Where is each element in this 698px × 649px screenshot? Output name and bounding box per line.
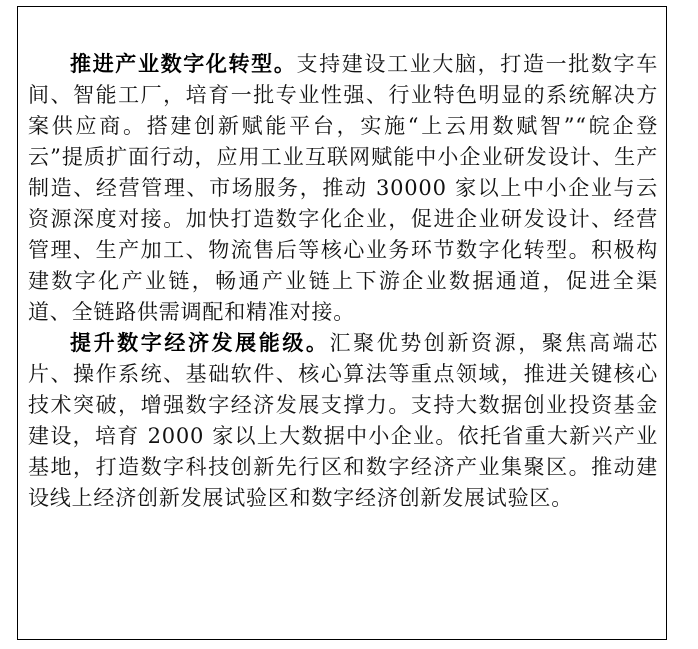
paragraph-industry-digitalization (28, 49, 658, 328)
paragraph-text: 支持建设工业大脑，打造一批数字车间、智能工厂，培育一批专业性强、行业特色明显的系统解决方案供应商。搭建创新赋能平台，实施“上云用数赋智”“皖企登云”提质扩面行动，应用工业互联网赋能中小企业研发设计、生产制造、经营管理、市场服务，推动 30000 家以上中小企业与云资源深度对接。加快打造数字化企业，促进企业研发设计、经营管理、生产加工、物流售后等核心业务环节数字化转型。积极构建数字化产业链，畅通产业链上下游企业数据通道，促进全渠道、全链路供需调配和精准对接。 (28, 52, 658, 324)
paragraph-digital-economy-level (28, 328, 658, 514)
paragraph-heading: 提升数字经济发展能级。 (70, 331, 330, 355)
paragraph-text: 汇聚优势创新资源，聚焦高端芯片、操作系统、基础软件、核心算法等重点领域，推进关键核心技术突破，增强数字经济发展支撑力。支持大数据创业投资基金建设，培育 2000 家以上大数据中小企业。依托省重大新兴产业基地，打造数字科技创新先行区和数字经济产业集聚区。推动建设线上经济创新发展试验区和数字经济创新发展试验区。 (28, 331, 658, 510)
paragraph-heading: 推进产业数字化转型。 (70, 52, 297, 76)
document-body (28, 49, 658, 514)
document-frame (17, 6, 667, 640)
